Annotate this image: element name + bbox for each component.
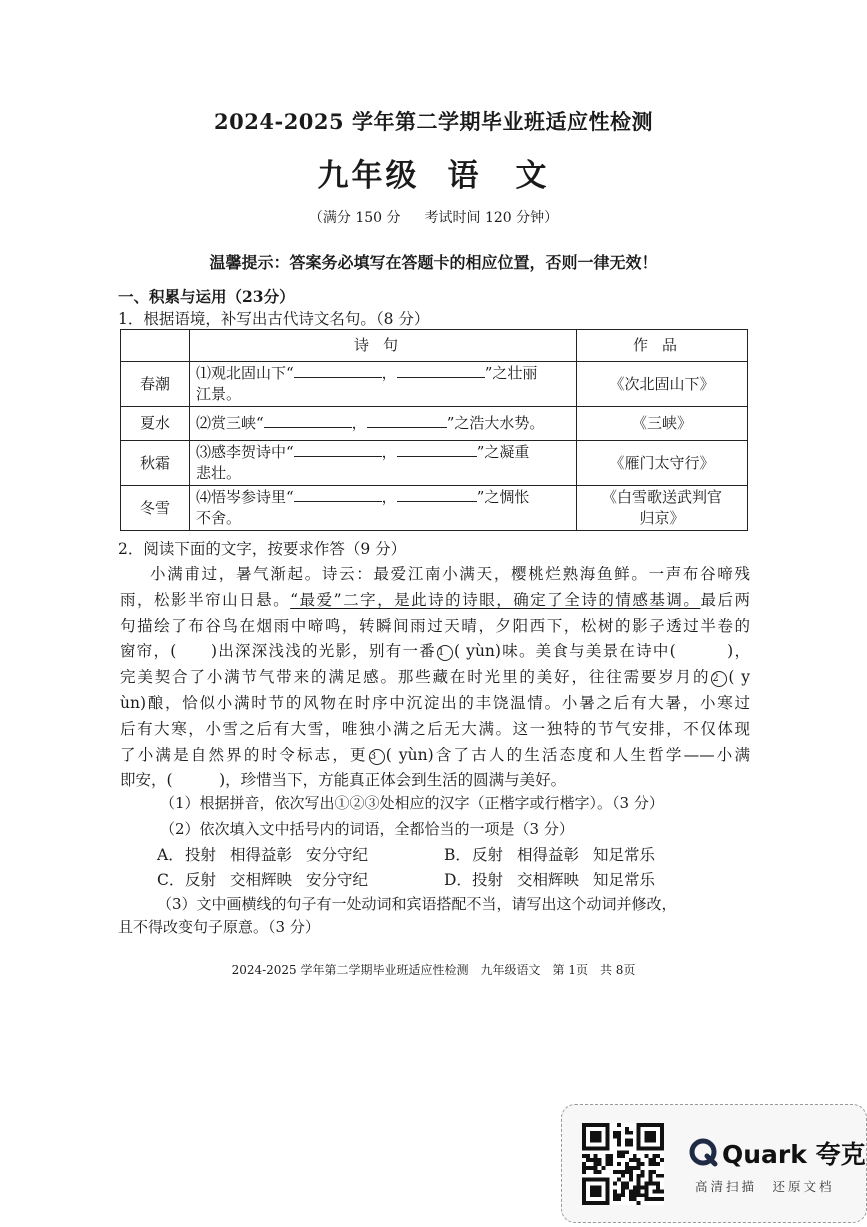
passage-line bbox=[120, 768, 750, 794]
passage-text: ( yùn)味。美食与美景在诗中( bbox=[453, 642, 676, 661]
option-word: 相得益彰 bbox=[230, 846, 293, 864]
verse-line2: 江景。 bbox=[196, 385, 242, 403]
quark-logo-icon bbox=[688, 1137, 718, 1167]
verse-suffix: ”之浩大水势。 bbox=[446, 414, 545, 432]
verse-prefix: ⑶感李贺诗中“ bbox=[196, 443, 294, 461]
season-cell: 冬雪 bbox=[121, 486, 190, 531]
passage-text: ( y bbox=[728, 668, 750, 687]
option-word: 投射 bbox=[472, 871, 504, 889]
section-heading: 一、积累与运用（23分） bbox=[118, 287, 295, 306]
passage-text: 即安，( bbox=[120, 771, 173, 790]
option-word: 交相辉映 bbox=[230, 871, 293, 889]
verse-comma: ， bbox=[381, 364, 397, 382]
work-title: 《三峡》 bbox=[631, 414, 692, 432]
passage-text: 了小满是自然界的时令标志，更 bbox=[120, 745, 368, 764]
poem-row bbox=[121, 362, 748, 407]
quark-logo-text: Quark 夸克 bbox=[722, 1140, 866, 1169]
work-cell bbox=[577, 441, 748, 486]
question-1-prompt: 1．根据语境，补写出古代诗文名句。（8 分） bbox=[118, 310, 430, 328]
option-word: 交相辉映 bbox=[517, 871, 580, 889]
poem-row bbox=[121, 486, 748, 531]
verse-prefix: ⑷悟岑参诗里“ bbox=[196, 488, 294, 506]
qr-code-icon bbox=[582, 1123, 664, 1205]
passage-line: 小满甫过，暑气渐起。诗云：最爱江南小满天，樱桃烂熟海鱼鲜。一声布谷啼残 bbox=[150, 565, 750, 583]
option-word: 安分守纪 bbox=[306, 846, 369, 864]
sub-question-3-cont: 且不得改变句子原意。（3 分） bbox=[118, 918, 320, 936]
answer-blank[interactable] bbox=[294, 487, 382, 502]
passage-line bbox=[120, 639, 750, 665]
verse-comma: ， bbox=[381, 443, 397, 461]
underlined-sentence: “最爱”二字，是此诗的诗眼，确定了全诗的情感基调。 bbox=[290, 590, 701, 609]
work-title-line2: 归京》 bbox=[639, 509, 685, 527]
header-empty-cell bbox=[121, 330, 190, 362]
option-key: B． bbox=[444, 846, 471, 864]
passage-text: )，珍惜当下，方能真正体会到生活的圆满与美好。 bbox=[219, 771, 567, 790]
option-a[interactable] bbox=[157, 843, 382, 865]
exam-duration: 考试时间 120 分钟） bbox=[424, 210, 559, 226]
option-word: 反射 bbox=[472, 846, 504, 864]
verse-cell bbox=[190, 441, 577, 486]
passage-line bbox=[120, 665, 750, 691]
verse-prefix: ⑴观北固山下“ bbox=[196, 364, 294, 382]
poem-table-header bbox=[121, 330, 748, 362]
quark-scan-badge[interactable] bbox=[561, 1104, 867, 1223]
question-2-prompt: 2．阅读下面的文字，按要求作答（9 分） bbox=[118, 540, 407, 558]
answer-blank[interactable] bbox=[367, 413, 447, 428]
passage-line: 后有大寒，小雪之后有大雪，唯独小满之后无大满。这一独特的节气安排，不仅体现 bbox=[120, 719, 750, 738]
reading-passage bbox=[120, 562, 750, 794]
circled-marker-2: 2 bbox=[711, 671, 727, 687]
passage-line: 句描绘了布谷鸟在烟雨中啼鸣，转瞬间雨过天晴，夕阳西下，松树的影子透过半卷的 bbox=[120, 616, 750, 635]
passage-text: )， bbox=[727, 642, 750, 661]
passage-text: 雨，松影半帘山日悬。 bbox=[120, 590, 291, 609]
answer-blank[interactable] bbox=[264, 413, 352, 428]
poem-row bbox=[121, 441, 748, 486]
sub-question-2: （2）依次填入文中括号内的词语，全都恰当的一项是（3 分） bbox=[160, 820, 574, 838]
work-title: 《次北固山下》 bbox=[609, 374, 715, 393]
option-key: C． bbox=[157, 871, 185, 889]
full-marks: （满分 150 分 bbox=[308, 210, 401, 226]
exam-meta bbox=[0, 207, 867, 227]
work-title: 《白雪歌送武判官 bbox=[601, 488, 722, 506]
season-cell: 春潮 bbox=[121, 362, 190, 407]
circled-marker-3: 3 bbox=[369, 749, 385, 765]
sub-question-1: （1）根据拼音，依次写出①②③处相应的汉字（正楷字或行楷字）。（3 分） bbox=[160, 794, 664, 812]
option-c[interactable] bbox=[157, 868, 382, 890]
season-cell: 夏水 bbox=[121, 407, 190, 441]
passage-text: 窗帘，( bbox=[120, 642, 177, 661]
verse-suffix: ”之凝重 bbox=[476, 443, 530, 461]
verse-line2: 悲壮。 bbox=[196, 464, 242, 482]
option-word: 知足常乐 bbox=[593, 846, 656, 864]
option-d[interactable] bbox=[444, 868, 669, 890]
verse-prefix: ⑵赏三峡“ bbox=[196, 414, 264, 432]
option-b[interactable] bbox=[444, 843, 669, 865]
verse-cell bbox=[190, 407, 577, 441]
warm-tip: 温馨提示：答案务必填写在答题卡的相应位置，否则一律无效！ bbox=[209, 253, 658, 272]
option-word: 相得益彰 bbox=[517, 846, 580, 864]
season-cell: 秋霜 bbox=[121, 441, 190, 486]
answer-blank[interactable] bbox=[397, 442, 477, 457]
grade-label: 九年级 bbox=[317, 158, 420, 194]
page-footer: 2024-2025 学年第二学期毕业班适应性检测 九年级语文 第 1页 共 8页 bbox=[231, 963, 636, 977]
poem-table bbox=[120, 329, 748, 531]
passage-text: 完美契合了小满节气带来的满足感。那些藏在时光里的美好，往往需要岁月的 bbox=[120, 668, 711, 687]
poem-row bbox=[121, 407, 748, 441]
quark-slogan: 高清扫描 还原文档 bbox=[695, 1179, 835, 1194]
option-key: D． bbox=[444, 871, 472, 889]
option-word: 反射 bbox=[185, 871, 217, 889]
verse-comma: ， bbox=[351, 414, 367, 432]
exam-title: 2024-2025 学年第二学期毕业班适应性检测 bbox=[214, 109, 653, 134]
circled-marker-1: 1 bbox=[437, 645, 453, 661]
answer-blank[interactable] bbox=[294, 363, 382, 378]
exam-subject bbox=[0, 150, 867, 195]
answer-blank[interactable] bbox=[397, 487, 477, 502]
verse-cell bbox=[190, 362, 577, 407]
option-key: A． bbox=[157, 846, 184, 864]
work-cell bbox=[577, 407, 748, 441]
verse-cell bbox=[190, 486, 577, 531]
work-cell bbox=[577, 486, 748, 531]
sub-question-3: （3）文中画横线的句子有一处动词和宾语搭配不当，请写出这个动词并修改， bbox=[157, 895, 677, 913]
passage-text: )出深深浅浅的光影，别有一番 bbox=[211, 642, 436, 661]
passage-text: ( yùn)含了古人的生活态度和人生哲学——小满 bbox=[385, 745, 750, 764]
option-word: 投射 bbox=[185, 846, 217, 864]
verse-suffix: ”之惆怅 bbox=[476, 488, 530, 506]
passage-line bbox=[120, 743, 750, 769]
verse-comma: ， bbox=[381, 488, 397, 506]
option-word: 安分守纪 bbox=[306, 871, 369, 889]
passage-line bbox=[120, 588, 750, 614]
answer-blank[interactable] bbox=[294, 442, 382, 457]
answer-blank[interactable] bbox=[397, 363, 485, 378]
work-title: 《雁门太守行》 bbox=[609, 453, 715, 472]
option-word: 知足常乐 bbox=[593, 871, 656, 889]
verse-line2: 不舍。 bbox=[196, 509, 242, 527]
passage-text: 最后两 bbox=[700, 590, 750, 609]
subject-label: 语 文 bbox=[447, 158, 550, 194]
verse-suffix: ”之壮丽 bbox=[484, 364, 538, 382]
passage-line: ùn)酿，恰似小满时节的风物在时序中沉淀出的丰饶温情。小暑之后有大暑，小寒过 bbox=[120, 693, 750, 712]
work-cell bbox=[577, 362, 748, 407]
header-poem: 诗句 bbox=[190, 330, 577, 362]
header-work: 作品 bbox=[577, 330, 748, 362]
